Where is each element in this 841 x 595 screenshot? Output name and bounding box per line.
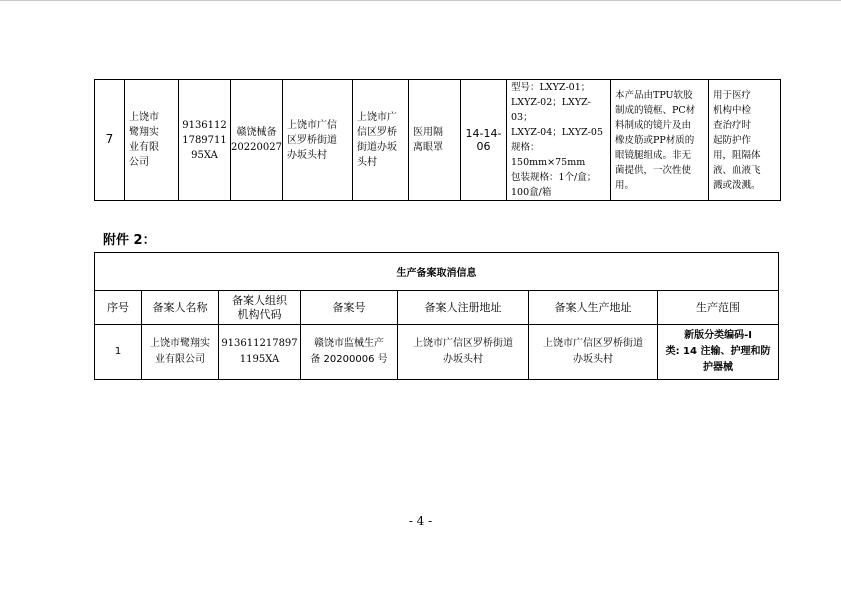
production-address: 上饶市广 信区罗桥 街道办坂 头村 [353,80,409,201]
row-index: 1 [95,325,142,380]
page-number: - 4 - [408,514,433,528]
header-record: 备案号 [301,291,398,325]
header-company: 备案人名称 [142,291,219,325]
record-number: 赣饶市监械生产 备 20200006 号 [301,325,398,380]
header-scope: 生产范围 [658,291,779,325]
header-rule [0,0,841,1]
production-address: 上饶市广信区罗桥街道 办坂头村 [529,325,658,380]
intended-use: 用于医疗 机构中检 查治疗时 起防护作 用，阻隔体 液、血液飞 溅或泼溅。 [709,80,781,201]
table-title-row [95,253,779,291]
registered-address: 上饶市广信 区罗桥街道 办坂头村 [283,80,353,201]
header-prod-address: 备案人生产地址 [529,291,658,325]
cancellation-table [94,252,779,380]
table-title: 生产备案取消信息 [95,253,779,291]
header-org-code: 备案人组织 机构代码 [219,291,301,325]
header-index: 序号 [95,291,142,325]
registered-address: 上饶市广信区罗桥街道 办坂头村 [398,325,529,380]
row-index: 7 [95,80,125,201]
product-record-table [94,79,781,201]
org-code: 913611217897 1195XA [219,325,301,380]
annex-label: 附件 2： [103,233,156,248]
table-row [95,325,779,380]
record-number: 赣饶械备 20220027 [231,80,283,201]
table-header-row [95,291,779,325]
header-reg-address: 备案人注册地址 [398,291,529,325]
company-name: 上饶市 鹭翔实 业有限 公司 [125,80,179,201]
table-row [95,80,781,201]
category-code: 14-14- 06 [461,80,507,201]
company-name: 上饶市鹭翔实 业有限公司 [142,325,219,380]
specification: 型号：LXYZ-01； LXYZ-02；LXYZ-03； LXYZ-04；LXYZ-05 规格：150mm×75mm 包装规格：1个/盒； 100盒/箱 [507,80,611,201]
org-code: 9136112 1789711 95XA [179,80,231,201]
production-scope: 新版分类编码-Ⅰ 类: 14 注输、护理和防 护器械 [658,325,779,380]
composition: 本产品由TPU软胶 制成的镜框、PC材 料制成的镜片及由 橡皮筋或PP材质的 眼镜腿组成。非无 菌提供，一次性使 用。 [611,80,709,201]
product-name: 医用隔 离眼罩 [409,80,461,201]
